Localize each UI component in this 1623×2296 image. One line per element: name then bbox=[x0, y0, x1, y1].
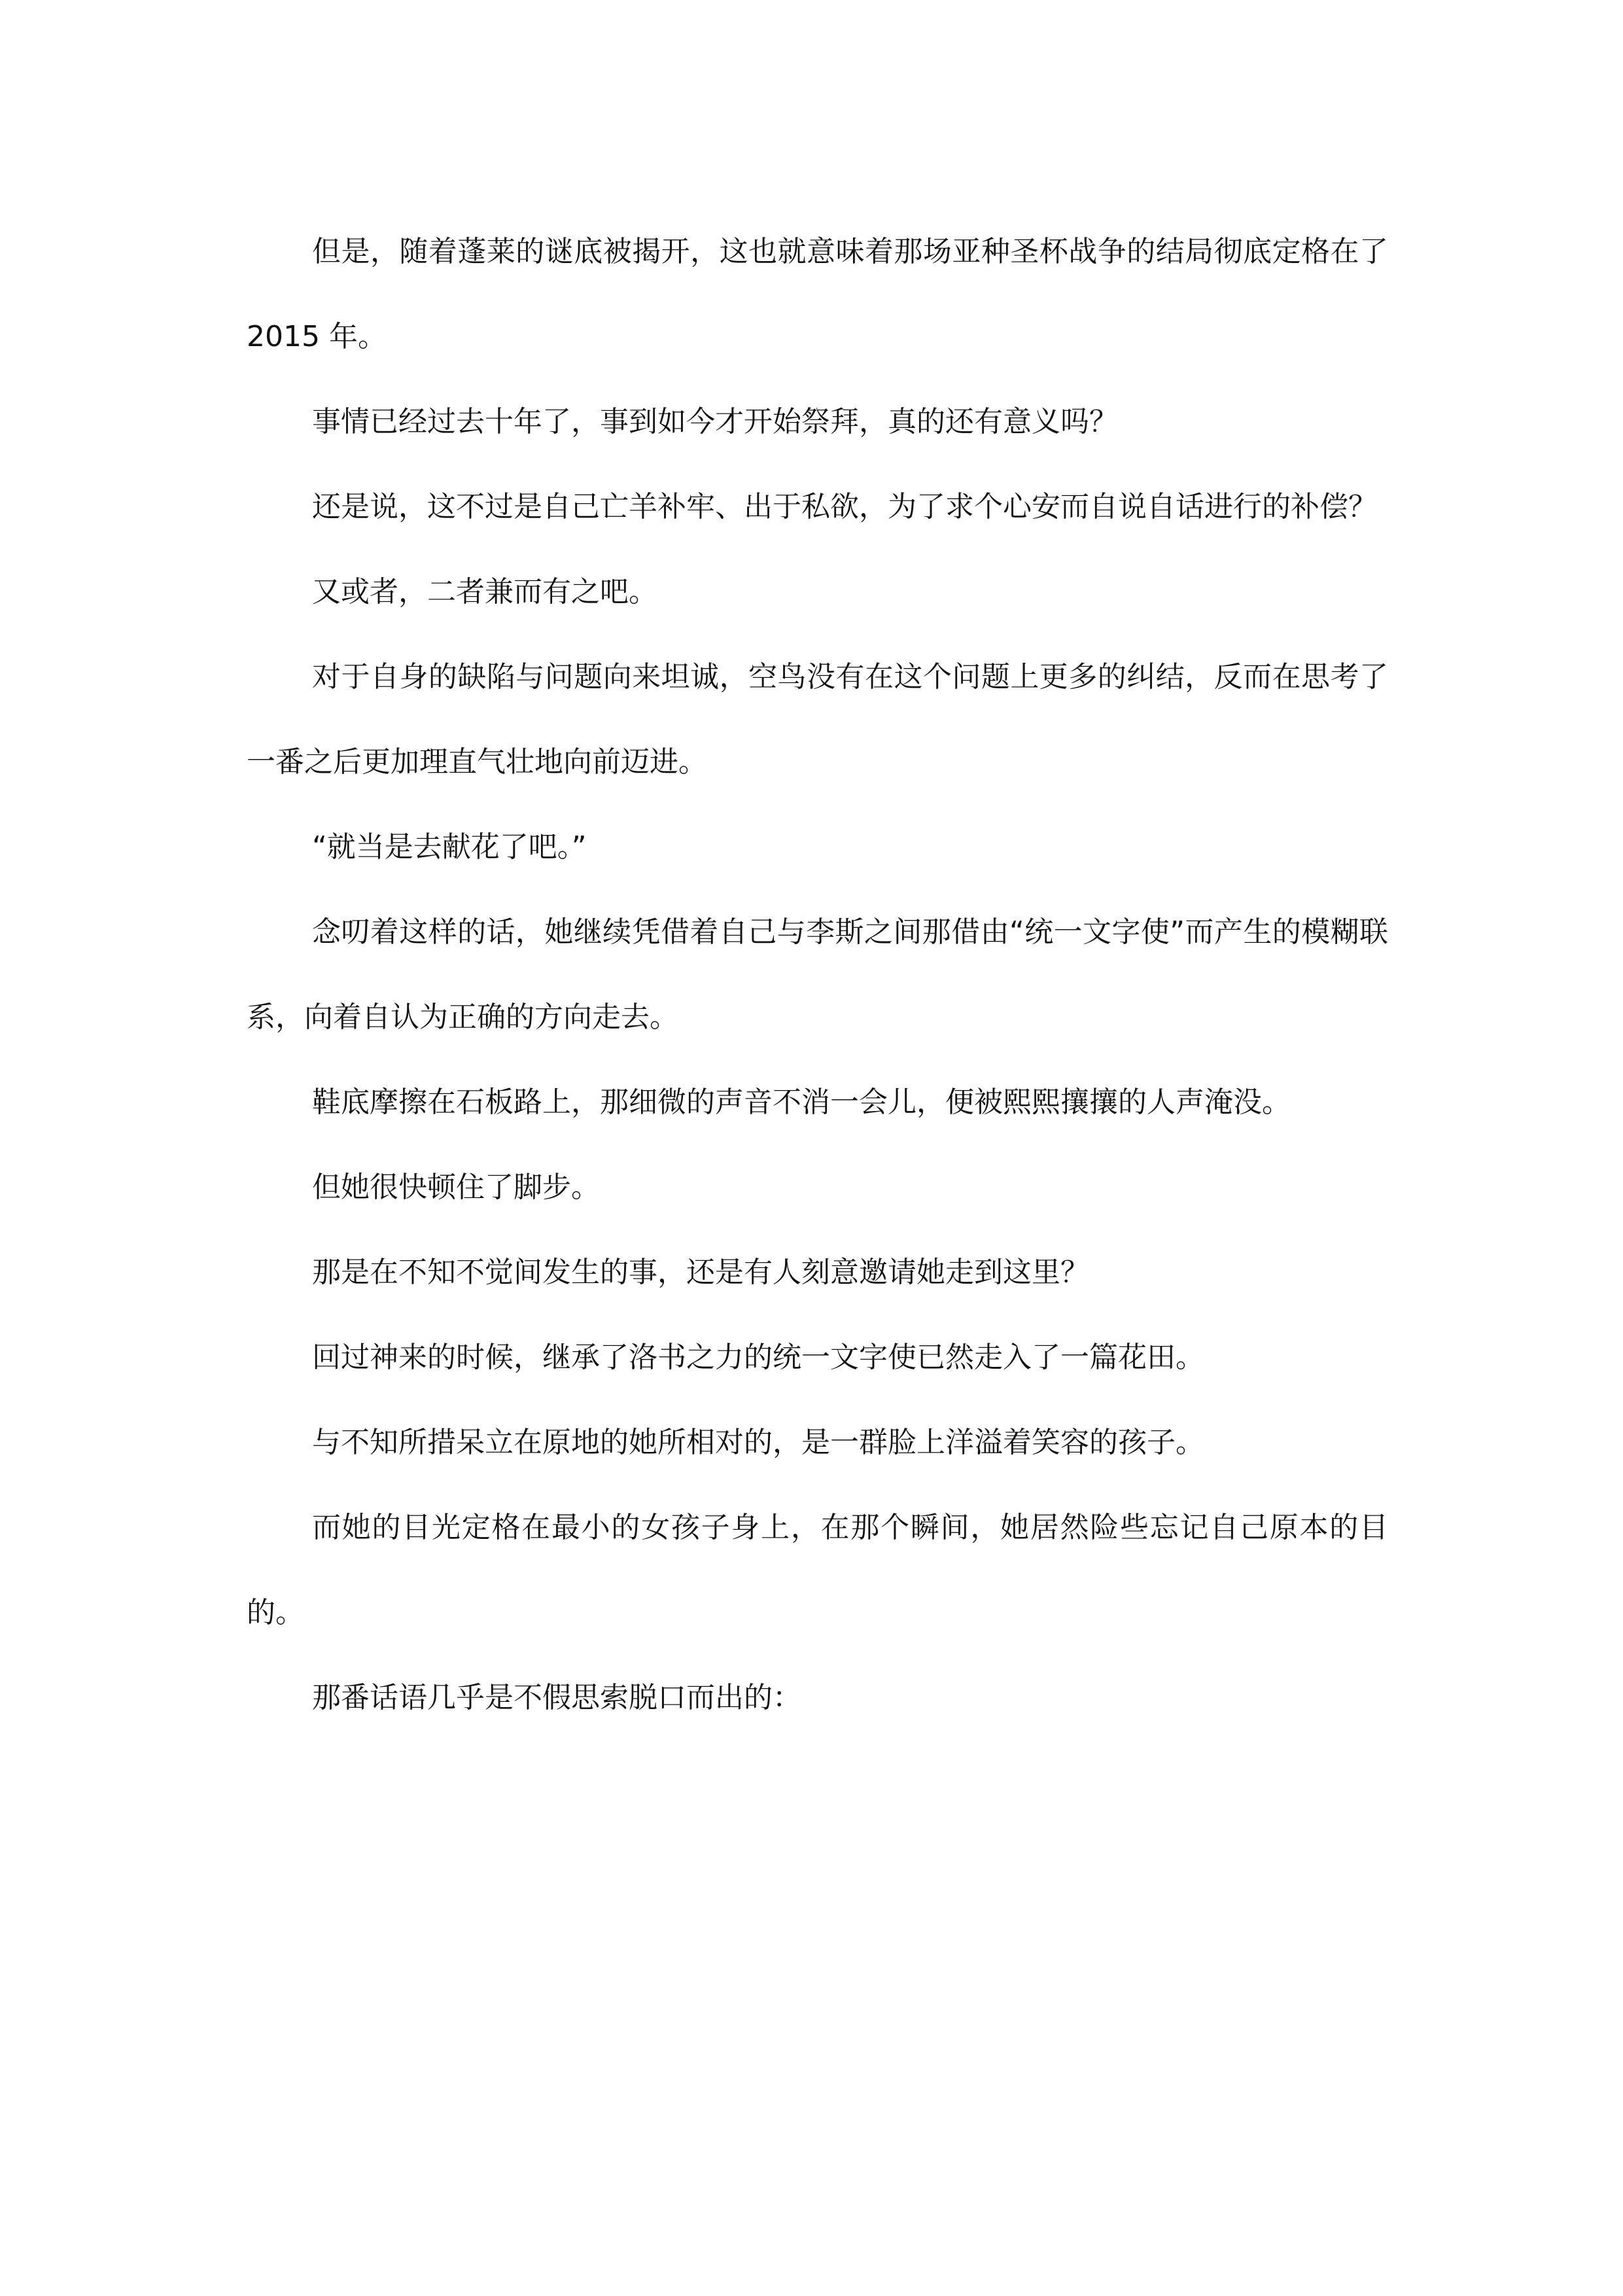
paragraph-9: 但她很快顿住了脚步。 bbox=[312, 1171, 600, 1204]
paragraph-3: 还是说，这不过是自己亡羊补牢、出于私欲，为了求个心安而自说自话进行的补偿？ bbox=[312, 490, 1377, 523]
paragraph-12: 与不知所措呆立在原地的她所相对的，是一群脸上洋溢着笑容的孩子。 bbox=[312, 1426, 1204, 1459]
paragraph-14: 那番话语几乎是不假思索脱口而出的： bbox=[312, 1681, 801, 1714]
paragraph-6: “就当是去献花了吧。” bbox=[312, 830, 587, 864]
paragraph-1: 但是，随着蓬莱的谜底被揭开，这也就意味着那场亚种圣杯战争的结局彻底定格在了 2015 年。 bbox=[247, 235, 1388, 353]
paragraph-7: 念叨着这样的话，她继续凭借着自己与李斯之间那借由“统一文字使”而产生的模糊联系，向着自认为正确的方向走去。 bbox=[247, 915, 1388, 1034]
body-text bbox=[247, 209, 1388, 1740]
paragraph-2: 事情已经过去十年了，事到如今才开始祭拜，真的还有意义吗？ bbox=[312, 405, 1118, 438]
paragraph-10: 那是在不知不觉间发生的事，还是有人刻意邀请她走到这里？ bbox=[312, 1256, 1089, 1289]
paragraph-4: 又或者，二者兼而有之吧。 bbox=[312, 575, 657, 609]
paragraph-11: 回过神来的时候，继承了洛书之力的统一文字使已然走入了一篇花田。 bbox=[312, 1341, 1204, 1374]
paragraph-5: 对于自身的缺陷与问题向来坦诚，空鸟没有在这个问题上更多的纠结，反而在思考了一番之后更加理直气壮地向前迈进。 bbox=[247, 660, 1388, 779]
paragraph-13: 而她的目光定格在最小的女孩子身上，在那个瞬间，她居然险些忘记自己原本的目的。 bbox=[247, 1511, 1388, 1629]
paragraph-8: 鞋底摩擦在石板路上，那细微的声音不消一会儿，便被熙熙攘攘的人声淹没。 bbox=[312, 1086, 1291, 1119]
